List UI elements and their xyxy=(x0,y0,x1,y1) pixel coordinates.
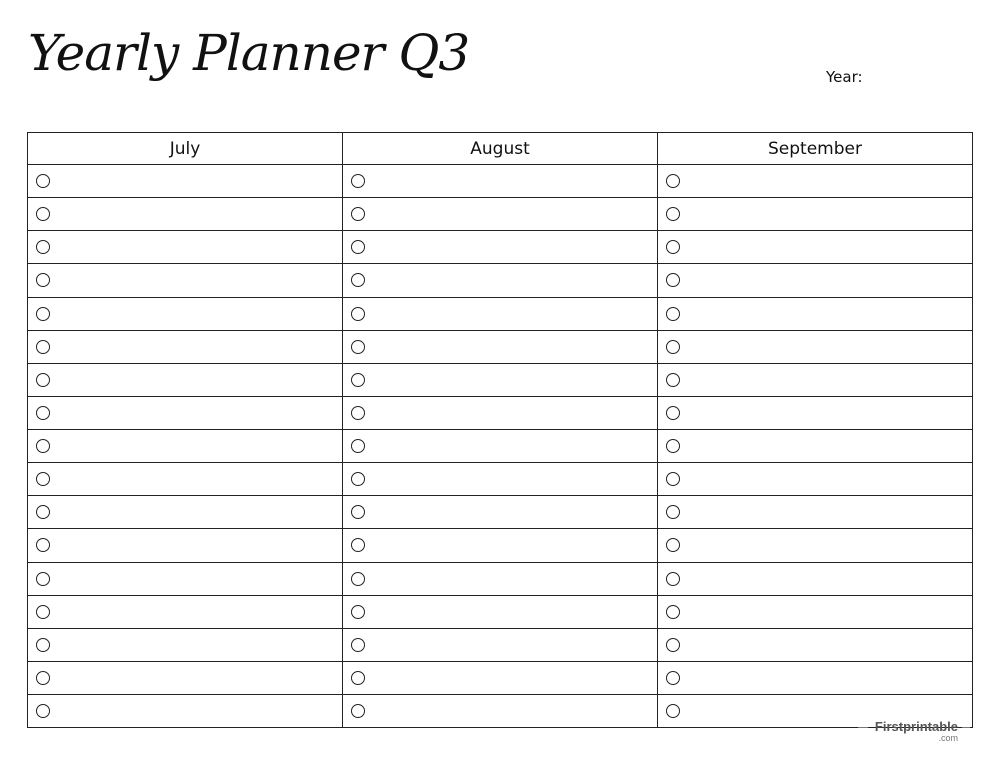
planner-row[interactable] xyxy=(28,463,342,496)
planner-row[interactable] xyxy=(28,596,342,629)
planner-row[interactable] xyxy=(343,662,657,695)
planner-row[interactable] xyxy=(28,364,342,397)
planner-row[interactable] xyxy=(658,298,972,331)
planner-row[interactable] xyxy=(343,563,657,596)
planner-row[interactable] xyxy=(28,496,342,529)
planner-table xyxy=(27,132,973,728)
month-rows xyxy=(28,165,342,727)
planner-row[interactable] xyxy=(343,231,657,264)
circle-checkbox-icon[interactable] xyxy=(666,273,680,287)
planner-row[interactable] xyxy=(658,364,972,397)
circle-checkbox-icon[interactable] xyxy=(351,605,365,619)
planner-row[interactable] xyxy=(658,165,972,198)
planner-row[interactable] xyxy=(343,198,657,231)
circle-checkbox-icon[interactable] xyxy=(36,307,50,321)
planner-row[interactable] xyxy=(343,695,657,727)
planner-row[interactable] xyxy=(28,662,342,695)
planner-row[interactable] xyxy=(343,496,657,529)
month-header: September xyxy=(658,133,972,165)
brand-logo xyxy=(858,717,970,743)
circle-checkbox-icon[interactable] xyxy=(351,406,365,420)
circle-checkbox-icon[interactable] xyxy=(36,671,50,685)
page-title: Yearly Planner Q3 xyxy=(28,24,470,82)
planner-row[interactable] xyxy=(343,331,657,364)
circle-checkbox-icon[interactable] xyxy=(666,538,680,552)
circle-checkbox-icon[interactable] xyxy=(666,307,680,321)
planner-row[interactable] xyxy=(28,331,342,364)
circle-checkbox-icon[interactable] xyxy=(36,273,50,287)
circle-checkbox-icon[interactable] xyxy=(666,505,680,519)
month-header: July xyxy=(28,133,342,165)
planner-row[interactable] xyxy=(343,529,657,562)
circle-checkbox-icon[interactable] xyxy=(36,340,50,354)
planner-row[interactable] xyxy=(658,496,972,529)
circle-checkbox-icon[interactable] xyxy=(666,605,680,619)
month-column-july xyxy=(28,133,343,727)
planner-row[interactable] xyxy=(658,198,972,231)
month-rows xyxy=(343,165,657,727)
planner-row[interactable] xyxy=(658,231,972,264)
circle-checkbox-icon[interactable] xyxy=(351,273,365,287)
circle-checkbox-icon[interactable] xyxy=(36,505,50,519)
planner-row[interactable] xyxy=(343,463,657,496)
planner-row[interactable] xyxy=(658,397,972,430)
circle-checkbox-icon[interactable] xyxy=(351,671,365,685)
circle-checkbox-icon[interactable] xyxy=(666,572,680,586)
logo-divider xyxy=(962,727,970,728)
planner-row[interactable] xyxy=(343,596,657,629)
logo-name: Firstprintable xyxy=(874,719,958,734)
planner-row[interactable] xyxy=(343,629,657,662)
planner-row[interactable] xyxy=(28,629,342,662)
planner-row[interactable] xyxy=(28,563,342,596)
circle-checkbox-icon[interactable] xyxy=(351,373,365,387)
planner-row[interactable] xyxy=(658,430,972,463)
circle-checkbox-icon[interactable] xyxy=(351,240,365,254)
circle-checkbox-icon[interactable] xyxy=(666,638,680,652)
circle-checkbox-icon[interactable] xyxy=(36,472,50,486)
planner-row[interactable] xyxy=(658,662,972,695)
logo-domain: .com xyxy=(938,733,958,743)
circle-checkbox-icon[interactable] xyxy=(36,240,50,254)
circle-checkbox-icon[interactable] xyxy=(351,174,365,188)
circle-checkbox-icon[interactable] xyxy=(351,572,365,586)
circle-checkbox-icon[interactable] xyxy=(351,439,365,453)
planner-row[interactable] xyxy=(28,430,342,463)
planner-row[interactable] xyxy=(28,298,342,331)
circle-checkbox-icon[interactable] xyxy=(666,439,680,453)
circle-checkbox-icon[interactable] xyxy=(36,572,50,586)
planner-row[interactable] xyxy=(28,397,342,430)
circle-checkbox-icon[interactable] xyxy=(36,605,50,619)
planner-row[interactable] xyxy=(658,331,972,364)
circle-checkbox-icon[interactable] xyxy=(351,472,365,486)
month-rows xyxy=(658,165,972,727)
circle-checkbox-icon[interactable] xyxy=(351,340,365,354)
circle-checkbox-icon[interactable] xyxy=(666,207,680,221)
month-column-august xyxy=(343,133,658,727)
circle-checkbox-icon[interactable] xyxy=(351,704,365,718)
circle-checkbox-icon[interactable] xyxy=(666,704,680,718)
circle-checkbox-icon[interactable] xyxy=(351,505,365,519)
planner-row[interactable] xyxy=(28,529,342,562)
planner-row[interactable] xyxy=(343,430,657,463)
planner-row[interactable] xyxy=(658,463,972,496)
planner-row[interactable] xyxy=(28,231,342,264)
planner-row[interactable] xyxy=(343,364,657,397)
circle-checkbox-icon[interactable] xyxy=(36,704,50,718)
planner-row[interactable] xyxy=(658,596,972,629)
circle-checkbox-icon[interactable] xyxy=(666,406,680,420)
circle-checkbox-icon[interactable] xyxy=(36,538,50,552)
circle-checkbox-icon[interactable] xyxy=(36,207,50,221)
planner-row[interactable] xyxy=(658,529,972,562)
circle-checkbox-icon[interactable] xyxy=(36,174,50,188)
circle-checkbox-icon[interactable] xyxy=(351,638,365,652)
month-column-september xyxy=(658,133,972,727)
planner-row[interactable] xyxy=(658,629,972,662)
planner-row[interactable] xyxy=(343,397,657,430)
circle-checkbox-icon[interactable] xyxy=(351,538,365,552)
circle-checkbox-icon[interactable] xyxy=(36,638,50,652)
circle-checkbox-icon[interactable] xyxy=(36,373,50,387)
planner-row[interactable] xyxy=(658,563,972,596)
circle-checkbox-icon[interactable] xyxy=(666,174,680,188)
planner-row[interactable] xyxy=(343,165,657,198)
circle-checkbox-icon[interactable] xyxy=(36,406,50,420)
planner-row[interactable] xyxy=(343,264,657,297)
planner-row[interactable] xyxy=(28,165,342,198)
circle-checkbox-icon[interactable] xyxy=(351,207,365,221)
circle-checkbox-icon[interactable] xyxy=(666,472,680,486)
planner-row[interactable] xyxy=(28,198,342,231)
circle-checkbox-icon[interactable] xyxy=(666,373,680,387)
circle-checkbox-icon[interactable] xyxy=(36,439,50,453)
circle-checkbox-icon[interactable] xyxy=(666,340,680,354)
circle-checkbox-icon[interactable] xyxy=(351,307,365,321)
circle-checkbox-icon[interactable] xyxy=(666,671,680,685)
planner-row[interactable] xyxy=(28,695,342,727)
circle-checkbox-icon[interactable] xyxy=(666,240,680,254)
month-header: August xyxy=(343,133,657,165)
planner-row[interactable] xyxy=(658,264,972,297)
planner-row[interactable] xyxy=(28,264,342,297)
logo-divider xyxy=(858,727,868,728)
year-label: Year: xyxy=(826,68,863,86)
planner-row[interactable] xyxy=(343,298,657,331)
